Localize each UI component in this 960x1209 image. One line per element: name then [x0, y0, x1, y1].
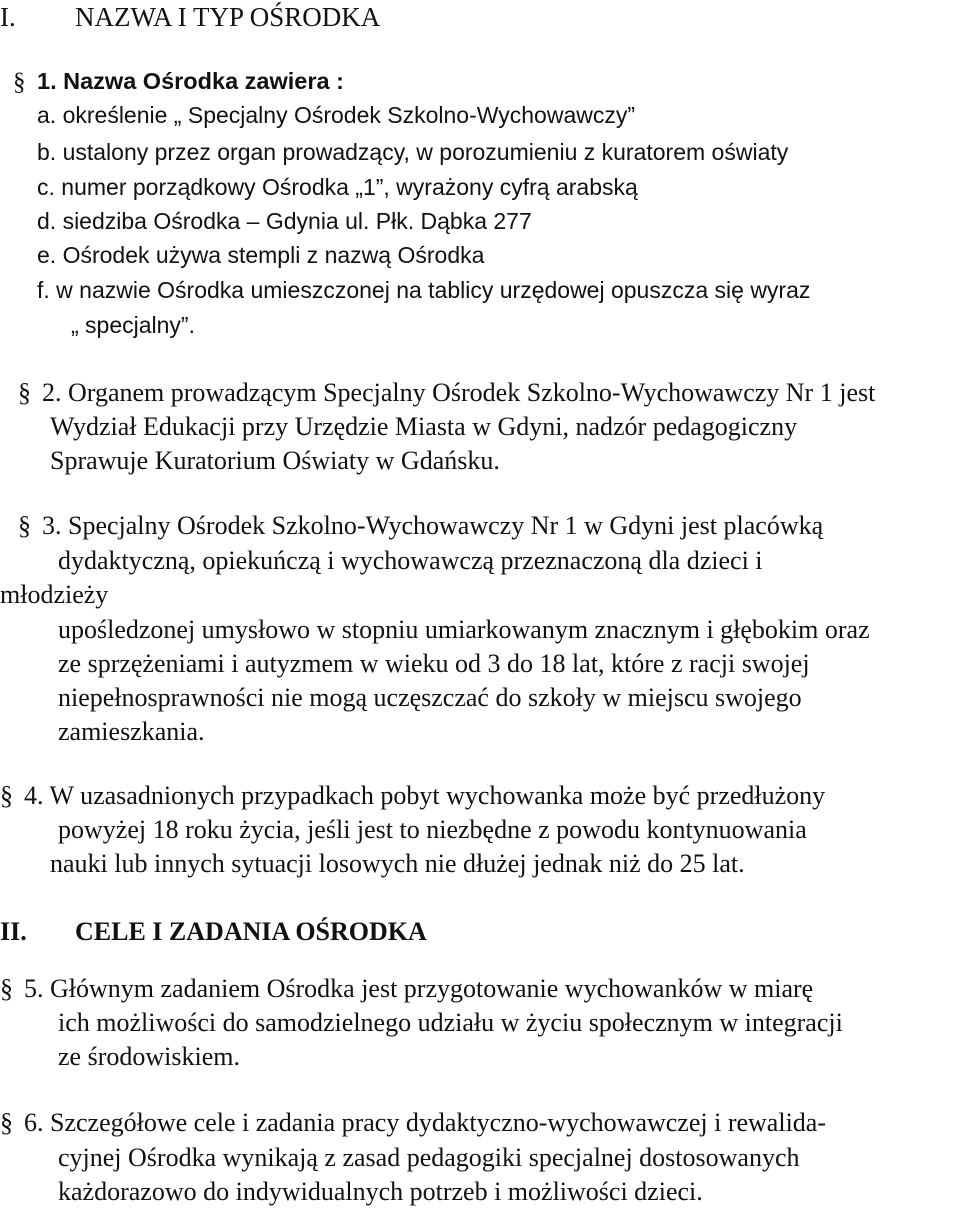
- item-1-sub-d: d. siedziba Ośrodka – Gdynia ul. Płk. Dąbka 277: [37, 208, 532, 234]
- item-6-line-1: 6. Szczegółowe cele i zadania pracy dydaktyczno-wychowawczej i rewalida-: [24, 1108, 826, 1137]
- item-1-sub-f-cont: „ specjalny”.: [71, 312, 195, 338]
- item-3-line-5: ze sprzężeniami i autyzmem w wieku od 3 do 18 lat, które z racji swojej: [58, 649, 810, 678]
- section-2-title: CELE I ZADANIA OŚRODKA: [75, 917, 427, 946]
- item-3-line-4: upośledzonej umysłowo w stopniu umiarkowanym znacznym i głębokim oraz: [58, 615, 870, 644]
- item-2-line-2: Wydział Edukacji przy Urzędzie Miasta w Gdyni, nadzór pedagogiczny: [50, 412, 798, 441]
- item-4-line-3: nauki lub innych sytuacji losowych nie dłużej jednak niż do 25 lat.: [50, 849, 745, 878]
- section-1-numeral: I.: [0, 2, 16, 32]
- section-2-numeral: II.: [0, 917, 27, 946]
- section-mark-6: §: [0, 1108, 13, 1137]
- item-5-line-2: ich możliwości do samodzielnego udziału w życiu społecznym w integracji: [58, 1008, 843, 1037]
- section-mark-5: §: [0, 974, 13, 1003]
- item-1-heading: 1. Nazwa Ośrodka zawiera :: [37, 68, 344, 94]
- item-1-sub-c: c. numer porządkowy Ośrodka „1”, wyrażony cyfrą arabską: [37, 174, 638, 200]
- section-mark-1: §: [13, 69, 26, 96]
- item-6-line-3: każdorazowo do indywidualnych potrzeb i możliwości dzieci.: [58, 1177, 703, 1206]
- item-4-line-2: powyżej 18 roku życia, jeśli jest to niezbędne z powodu kontynuowania: [58, 815, 807, 844]
- item-5-line-3: ze środowiskiem.: [58, 1042, 240, 1071]
- section-mark-3: §: [18, 511, 31, 540]
- item-1-sub-e: e. Ośrodek używa stempli z nazwą Ośrodka: [37, 242, 485, 268]
- item-3-line-6: niepełnosprawności nie mogą uczęszczać do szkoły w miejscu swojego: [58, 683, 802, 712]
- item-3-line-7: zamieszkania.: [58, 717, 205, 746]
- item-3-line-2: dydaktyczną, opiekuńczą i wychowawczą przeznaczoną dla dzieci i: [58, 546, 763, 575]
- item-3-line-1: 3. Specjalny Ośrodek Szkolno-Wychowawczy Nr 1 w Gdyni jest placówką: [42, 511, 824, 540]
- item-1-sub-f: f. w nazwie Ośrodka umieszczonej na tablicy urzędowej opuszcza się wyraz: [37, 277, 811, 303]
- section-1-title: NAZWA I TYP OŚRODKA: [75, 2, 381, 32]
- section-mark-2: §: [18, 378, 31, 407]
- item-4-line-1: 4. W uzasadnionych przypadkach pobyt wychowanka może być przedłużony: [24, 781, 826, 810]
- item-1-sub-a: a. określenie „ Specjalny Ośrodek Szkolno-Wychowawczy”: [37, 102, 636, 128]
- item-3-line-3: młodzieży: [0, 580, 109, 609]
- item-6-line-2: cyjnej Ośrodka wynikają z zasad pedagogiki specjalnej dostosowanych: [58, 1143, 800, 1172]
- item-1-sub-b: b. ustalony przez organ prowadzący, w porozumieniu z kuratorem oświaty: [37, 139, 789, 165]
- item-2-line-1: 2. Organem prowadzącym Specjalny Ośrodek Szkolno-Wychowawczy Nr 1 jest: [42, 378, 876, 407]
- section-mark-4: §: [0, 781, 13, 810]
- item-2-line-3: Sprawuje Kuratorium Oświaty w Gdańsku.: [50, 446, 500, 475]
- item-5-line-1: 5. Głównym zadaniem Ośrodka jest przygotowanie wychowanków w miarę: [24, 974, 814, 1003]
